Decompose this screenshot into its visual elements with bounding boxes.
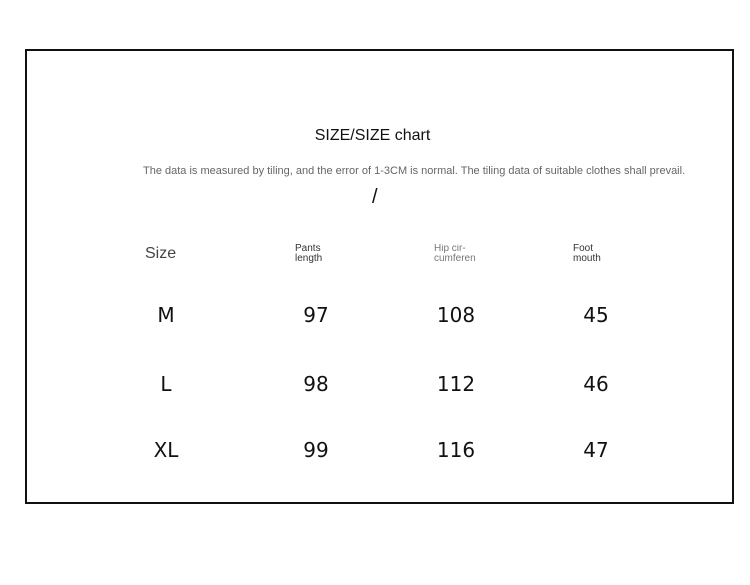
column-header-hip-line2: cumferen [434, 253, 476, 264]
column-header-foot-line2: mouth [573, 253, 601, 264]
size-chart-frame [25, 49, 734, 504]
table-cell-foot: 47 [583, 438, 609, 462]
column-header-pants-length-line1: Pants [295, 244, 321, 254]
column-header-pants-length-line2: length [295, 253, 323, 264]
column-header-foot-line1: Foot [573, 244, 594, 254]
column-header-hip-circumference [434, 244, 484, 264]
column-header-foot-mouth [573, 244, 623, 264]
table-cell-size: M [157, 303, 175, 327]
table-cell-pants-length: 98 [303, 372, 329, 396]
table-cell-pants-length: 99 [303, 438, 329, 462]
column-header-pants-length [295, 244, 345, 264]
measurement-note: The data is measured by tiling, and the error of 1-3CM is normal. The tiling data of suitable clothes shall prevail. [143, 165, 686, 177]
table-cell-hip: 116 [436, 438, 476, 462]
table-cell-hip: 112 [436, 372, 476, 396]
column-header-hip-line1: Hip cir- [434, 244, 466, 254]
table-cell-size: XL [153, 438, 179, 462]
table-cell-pants-length: 97 [303, 303, 329, 327]
table-cell-foot: 46 [583, 372, 609, 396]
separator-slash: / [372, 186, 378, 208]
table-cell-size: L [160, 372, 172, 396]
column-header-size: Size [145, 245, 177, 262]
table-cell-hip: 108 [436, 303, 476, 327]
page-title: SIZE/SIZE chart [314, 127, 431, 144]
table-cell-foot: 45 [583, 303, 609, 327]
